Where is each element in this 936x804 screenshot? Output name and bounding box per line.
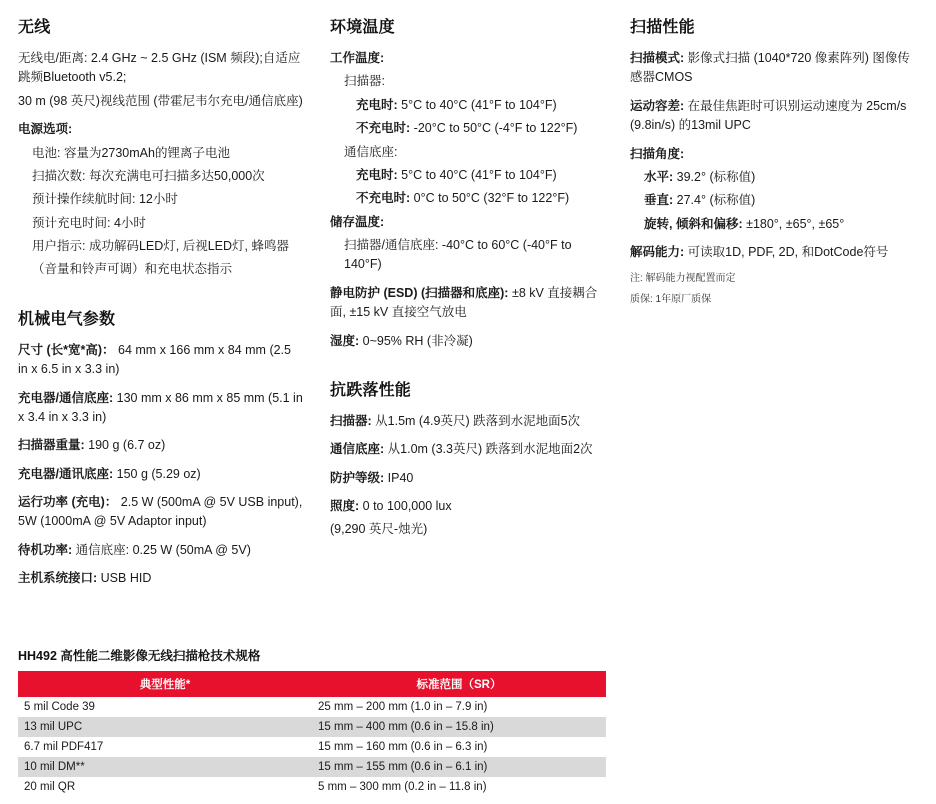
env-humidity-row [330, 332, 608, 351]
drop-value-base: 从1.0m (3.3英尺) 跌落到水泥地面2次 [387, 442, 593, 457]
mech-label-dimensions: 尺寸 (长*宽*高)： [18, 342, 115, 357]
env-base-charging [330, 166, 608, 185]
table-row [18, 697, 606, 717]
env-humidity-value: 0~95% RH (非冷凝) [362, 333, 473, 348]
spec-table [18, 671, 606, 797]
table-cell-symbology: 13 mil UPC [18, 717, 312, 737]
table-cell-range: 15 mm – 155 mm (0.6 in – 6.1 in) [312, 757, 606, 777]
section-title-environment: 环境温度 [330, 19, 395, 36]
scan-label-decode: 解码能力: [630, 245, 685, 259]
table-cell-symbology: 6.7 mil PDF417 [24, 741, 104, 753]
scan-angle-vertical-label: 垂直: [644, 193, 674, 208]
scan-angle-horizontal [630, 168, 918, 187]
env-base-charging-value: 5°C to 40°C (41°F to 104°F) [401, 167, 557, 182]
table-header-typical-performance: 典型性能* [18, 671, 312, 697]
mech-value-scanner-weight: 190 g (6.7 oz) [88, 438, 166, 453]
env-base-not-charging-label: 不充电时: [356, 191, 411, 206]
table-row [18, 737, 606, 757]
table-cell-range: 5 mm – 300 mm (0.2 in – 11.8 in) [318, 781, 487, 793]
env-scanner-not-charging-label: 不充电时: [356, 121, 411, 136]
scan-angle-horizontal-label: 水平: [644, 169, 674, 184]
env-scanner-charging [330, 96, 608, 115]
env-humidity-label: 湿度: [330, 333, 360, 348]
env-scanner-charging-label: 充电时: [356, 97, 398, 112]
scan-value-decode: 可读取1D, PDF, 2D, 和DotCode符号 [687, 245, 889, 259]
power-option-battery: 电池: 容量为2730mAh的锂离子电池 [32, 145, 230, 160]
spec-table-head [18, 671, 606, 697]
scan-label-motion: 运动容差: [630, 98, 685, 113]
spec-table-caption: HH492 高性能二维影像无线扫描枪技术规格 [18, 649, 261, 663]
mech-label-scanner-weight: 扫描器重量: [18, 438, 85, 453]
scan-row-motion [630, 97, 918, 136]
scan-angle-horizontal-value: 39.2° (标称值) [676, 169, 756, 184]
power-option-scan-count: 扫描次数: 每次充满电可扫描多达50,000次 [32, 168, 265, 183]
drop-value-scanner: 从1.5m (4.9英尺) 跌落到水泥地面5次 [375, 413, 581, 428]
drop-value-illumination-cont: (9,290 英尺-烛光) [330, 522, 428, 537]
env-scanner-not-charging [330, 119, 608, 138]
drop-value-ingress: IP40 [387, 470, 414, 485]
spec-table-body [18, 697, 606, 797]
column-scan-performance [630, 14, 918, 307]
section-title-mechanical: 机械电气参数 [18, 310, 116, 328]
table-cell-range: 25 mm – 200 mm (1.0 in – 7.9 in) [318, 701, 488, 713]
mech-row-dimensions [18, 341, 304, 380]
mech-value-base-dimensions: 130 mm x 86 mm x 85 mm (5.1 in x 3.4 in x 3.3 in) [18, 390, 303, 424]
mech-value-operating-power: 2.5 W (500mA @ 5V USB input), 5W (1000mA @ 5V Adaptor input) [18, 495, 303, 529]
table-cell-symbology: 10 mil DM** [18, 757, 312, 777]
scan-angle-label: 扫描角度: [630, 146, 685, 161]
scan-angle-vertical-value: 27.4° (标称值) [676, 193, 756, 208]
spec-table-section [18, 646, 606, 797]
table-header-standard-range: 标准范围（SR） [312, 671, 606, 697]
wireless-radio-line-1: 无线电/距离: 2.4 GHz ~ 2.5 GHz (ISM 频段);自适应跳频Bluetooth v5.2; [18, 51, 301, 85]
mech-value-base-weight: 150 g (5.29 oz) [116, 466, 201, 481]
drop-row-ingress [330, 469, 608, 488]
drop-row-base [330, 440, 608, 459]
scan-note-warranty: 质保: 1年原厂质保 [630, 294, 712, 306]
scan-angle-pitch-roll-yaw-value: ±180°, ±65°, ±65° [746, 216, 845, 231]
scan-angle-vertical [630, 191, 918, 210]
power-option-user-indicator-cont: （音量和铃声可调）和充电状态指示 [32, 262, 233, 277]
env-base-not-charging-value: 0°C to 50°C (32°F to 122°F) [413, 191, 570, 206]
env-scanner-label: 扫描器: [344, 74, 385, 89]
mech-row-scanner-weight [18, 436, 304, 455]
table-cell-symbology: 5 mil Code 39 [24, 701, 95, 713]
column-wireless-mechanical [18, 14, 330, 598]
env-base-charging-label: 充电时: [356, 167, 398, 182]
scan-angle-pitch-roll-yaw [630, 215, 918, 234]
scan-label-mode: 扫描模式: [630, 51, 685, 65]
section-title-wireless: 无线 [18, 19, 51, 36]
env-scanner-charging-value: 5°C to 40°C (41°F to 104°F) [401, 97, 557, 112]
env-storage-temp-label: 储存温度: [330, 214, 385, 229]
scan-value-mode: 影像式扫描 (1040*720 像素阵列) 图像传感器CMOS [630, 51, 910, 85]
drop-row-illumination [330, 497, 608, 516]
section-title-drop: 抗跌落性能 [330, 381, 412, 399]
table-cell-symbology: 20 mil QR [24, 781, 76, 793]
env-base-not-charging [330, 189, 608, 208]
env-scanner-not-charging-value: -20°C to 50°C (-4°F to 122°F) [413, 121, 578, 136]
env-storage-temp-value: 扫描器/通信底座: -40°C to 60°C (-40°F to 140°F) [344, 238, 572, 272]
mech-label-base-dimensions: 充电器/通信底座: [18, 390, 114, 405]
drop-label-base: 通信底座: [330, 442, 385, 457]
scan-row-decode [630, 243, 918, 262]
power-option-user-indicator: 用户指示: 成功解码LED灯, 后视LED灯, 蜂鸣器 [32, 239, 289, 253]
mech-row-base-weight [18, 465, 304, 484]
table-row [18, 757, 606, 777]
power-option-charge-time: 预计充电时间: 4小时 [32, 215, 146, 230]
mech-row-host-interface [18, 569, 304, 588]
table-header-row [18, 671, 606, 697]
mech-row-base-dimensions [18, 389, 304, 428]
mech-value-dimensions: 64 mm x 166 mm x 84 mm (2.5 in x 6.5 in x 3.3 in) [18, 342, 291, 377]
mech-label-host-interface: 主机系统接口: [18, 571, 98, 586]
scan-value-motion: 在最佳焦距时可识别运动速度为 25cm/s (9.8in/s) 的13mil UPC [630, 98, 907, 133]
drop-label-scanner: 扫描器: [330, 413, 372, 428]
mech-label-operating-power: 运行功率 (充电)： [18, 495, 118, 509]
mech-value-standby-power: 通信底座: 0.25 W (50mA @ 5V) [75, 542, 251, 557]
drop-label-ingress: 防护等级: [330, 470, 385, 485]
wireless-radio-line-2: 30 m (98 英尺)视线范围 (带霍尼韦尔充电/通信底座) [18, 93, 303, 108]
table-row [18, 777, 606, 797]
scan-note-decode: 注: 解码能力视配置而定 [630, 273, 736, 285]
table-cell-range: 15 mm – 400 mm (0.6 in – 15.8 in) [312, 717, 606, 737]
drop-row-scanner [330, 412, 608, 431]
power-option-runtime: 预计操作续航时间: 12小时 [32, 192, 178, 207]
section-title-scan: 扫描性能 [630, 19, 695, 36]
mech-value-host-interface: USB HID [100, 571, 152, 586]
table-cell-range: 15 mm – 160 mm (0.6 in – 6.3 in) [318, 741, 488, 753]
mech-row-standby-power [18, 541, 304, 560]
scan-angle-pitch-roll-yaw-label: 旋转, 倾斜和偏移: [644, 216, 743, 231]
env-esd-label: 静电防护 (ESD) (扫描器和底座): [330, 285, 509, 300]
env-base-label: 通信底座: [344, 144, 398, 159]
table-row [18, 717, 606, 737]
power-options-label: 电源选项: [18, 122, 73, 137]
env-working-temp-label: 工作温度: [330, 51, 385, 65]
scan-row-mode [630, 49, 918, 88]
mech-label-standby-power: 待机功率: [18, 542, 73, 557]
mech-label-base-weight: 充电器/通讯底座: [18, 466, 114, 481]
drop-label-illumination: 照度: [330, 499, 360, 513]
env-esd-value: ±8 kV 直接耦合面, ±15 kV 直接空气放电 [330, 285, 598, 320]
column-environment-drop [330, 14, 630, 549]
mech-row-operating-power [18, 493, 304, 532]
env-esd-row [330, 284, 608, 323]
spec-columns [18, 14, 918, 598]
drop-value-illumination: 0 to 100,000 lux [362, 499, 452, 513]
